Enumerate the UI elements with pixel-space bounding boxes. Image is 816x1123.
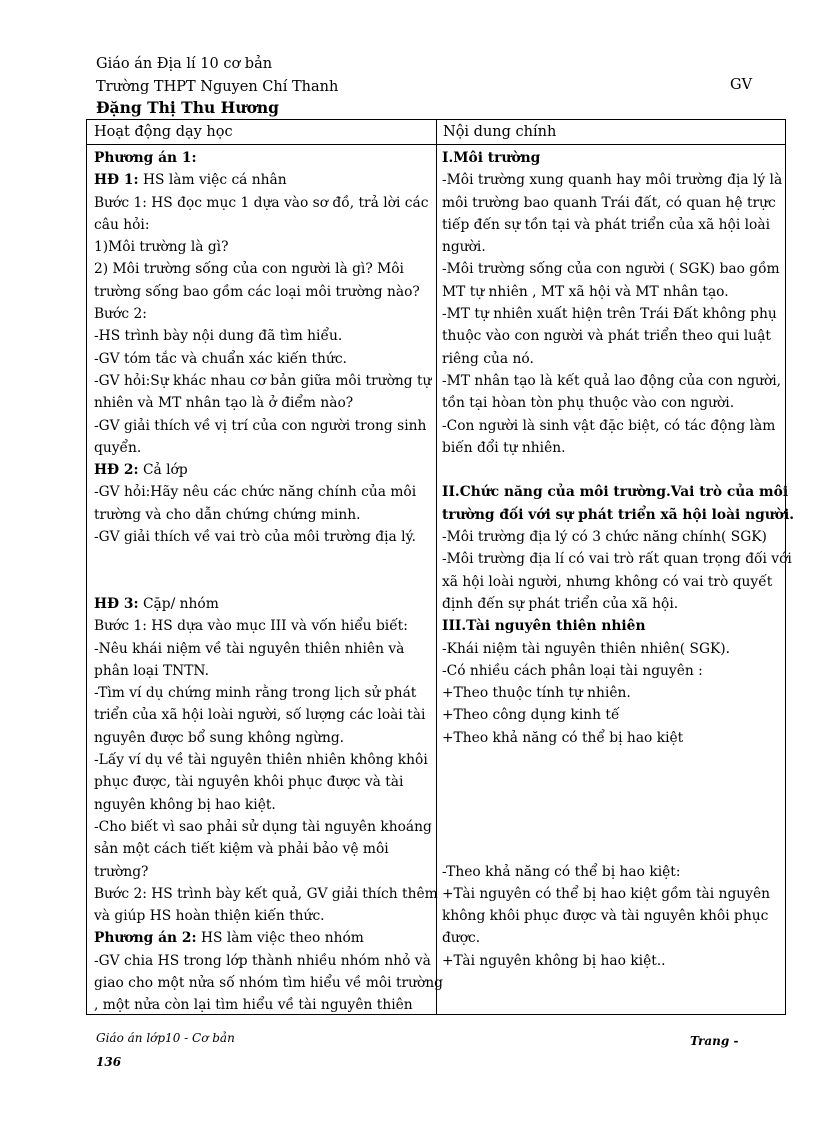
text-line: -GV hỏi:Hãy nêu các chức năng chính của môi: [94, 484, 417, 501]
text-line: trường và cho dẫn chứng chứng minh.: [94, 506, 361, 523]
text-line: +Theo thuộc tính tự nhiên.: [442, 685, 631, 702]
text-line: Bước 2: HS trình bày kết quả, GV giải thích thêm: [94, 885, 438, 902]
text-line: HĐ 2: Cả lớp: [94, 462, 188, 479]
text-line: -Môi trường địa lý có 3 chức năng chính( SGK): [442, 529, 767, 546]
footer-text: Giáo án lớp10 - Cơ bản: [96, 1031, 235, 1045]
text-line: -GV giải thích về vai trò của môi trường địa lý.: [94, 529, 416, 546]
text-line: III.Tài nguyên thiên nhiên: [442, 618, 646, 635]
text-line: -Nêu khái niệm về tài nguyên thiên nhiên và: [94, 640, 405, 657]
text-line: Bước 2:: [94, 306, 147, 323]
text-line: -Theo khả năng có thể bị hao kiệt:: [442, 863, 681, 880]
text-line: [442, 972, 780, 994]
text-line: tiếp đến sự tồn tại và phát triển của xã hội loài: [442, 216, 770, 233]
text-line: [442, 749, 780, 771]
text-line: +Tài nguyên có thể bị hao kiệt gồm tài nguyên: [442, 885, 771, 902]
text-line: 1)Môi trường là gì?: [94, 239, 229, 256]
text-line: nhiên và MT nhân tạo là ở điểm nào?: [94, 395, 354, 412]
text-line: trường?: [94, 863, 149, 880]
text-line: -Con người là sinh vật đặc biệt, có tác động làm: [442, 417, 776, 434]
text-line: xã hội loài người, nhưng không có vai trò quyết: [442, 573, 773, 590]
text-line: Phương án 1:: [94, 150, 197, 166]
text-line: người.: [442, 239, 486, 256]
text-line: II.Chức năng của môi trường.Vai trò của môi: [442, 484, 789, 501]
text-line: [94, 571, 432, 593]
text-line: -Môi trường xung quanh hay môi trường địa lý là: [442, 172, 783, 189]
text-line: -GV hỏi:Sự khác nhau cơ bản giữa môi trường tự: [94, 372, 432, 389]
text-line: môi trường bao quanh Trái đất, có quan hệ trực: [442, 194, 776, 211]
text-line: -HS trình bày nội dung đã tìm hiểu.: [94, 328, 343, 345]
text-line: -Môi trường địa lí có vai trò rất quan trọng đối với: [442, 551, 792, 568]
text-line: nguyên được bổ sung không ngừng.: [94, 729, 345, 746]
text-line: [442, 816, 780, 838]
text-line: riêng của nó.: [442, 350, 534, 367]
text-line: phục được, tài nguyên khôi phục được và tài: [94, 774, 404, 791]
text-line: nguyên không bị hao kiệt.: [94, 796, 276, 813]
text-line: , một nửa còn lại tìm hiểu về tài nguyên thiên: [94, 997, 413, 1014]
text-line: [442, 838, 780, 860]
text-line: phân loại TNTN.: [94, 662, 210, 679]
text-line: I.Môi trường: [442, 150, 541, 166]
page-number: 136: [96, 1055, 122, 1069]
text-line: thuộc vào con người và phát triển theo qui luật: [442, 328, 771, 345]
footer-page-label: Trang -: [690, 1034, 739, 1048]
text-line: Bước 1: HS đọc mục 1 dựa vào sơ đồ, trả lời các: [94, 194, 429, 211]
text-line: biến đổi tự nhiên.: [442, 439, 566, 456]
text-line: MT tự nhiên , MT xã hội và MT nhân tạo.: [442, 283, 729, 300]
column-divider: [436, 120, 437, 1014]
text-line: triển của xã hội loài người, số lượng các loài tài: [94, 707, 426, 724]
text-line: được.: [442, 930, 481, 947]
header-divider: [87, 144, 785, 145]
text-line: [442, 459, 780, 481]
text-line: trường đối với sự phát triển xã hội loài người.: [442, 506, 795, 523]
text-line: -Cho biết vì sao phải sử dụng tài nguyên khoáng: [94, 818, 432, 835]
text-line: [442, 771, 780, 793]
text-line: và giúp HS hoàn thiện kiến thức.: [94, 908, 325, 925]
school-name: Trường THPT Nguyen Chí Thanh: [96, 79, 339, 95]
text-line: -Lấy ví dụ về tài nguyên thiên nhiên không khôi: [94, 752, 428, 769]
column-header-activities: Hoạt động dạy học: [94, 124, 233, 140]
text-line: HĐ 1: HS làm việc cá nhân: [94, 172, 287, 189]
teacher-name: Đặng Thị Thu Hương: [96, 98, 280, 117]
text-line: -Có nhiều cách phân loại tài nguyên :: [442, 662, 703, 679]
gv-label: GV: [730, 77, 753, 93]
doc-title: Giáo án Địa lí 10 cơ bản: [96, 56, 273, 72]
activities-column: [94, 147, 444, 1017]
content-column: [442, 147, 795, 1017]
text-line: sản một cách tiết kiệm và phải bảo vệ môi: [94, 841, 389, 858]
text-line: câu hỏi:: [94, 216, 150, 233]
text-line: -GV tóm tắc và chuẩn xác kiến thức.: [94, 350, 347, 367]
text-line: -MT tự nhiên xuất hiện trên Trái Đất không phụ: [442, 306, 777, 323]
text-line: giao cho một nửa số nhóm tìm hiểu về môi trường: [94, 974, 444, 991]
text-line: -Khái niệm tài nguyên thiên nhiên( SGK).: [442, 640, 731, 657]
text-line: không khôi phục được và tài nguyên khôi phục: [442, 908, 769, 925]
text-line: Bước 1: HS dựa vào mục III và vốn hiểu biết:: [94, 618, 408, 635]
text-line: 2) Môi trường sống của con người là gì? Môi: [94, 261, 404, 278]
text-line: +Theo khả năng có thể bị hao kiệt: [442, 729, 684, 746]
text-line: định đến sự phát triển của xã hội.: [442, 595, 679, 612]
text-line: [94, 548, 432, 570]
text-line: trường sống bao gồm các loại môi trường nào?: [94, 283, 420, 300]
lesson-table: [86, 119, 795, 1015]
text-line: quyển.: [94, 439, 142, 456]
text-line: tồn tại hòan tòn phụ thuộc vào con người.: [442, 395, 735, 412]
text-line: -GV giải thích về vị trí của con người trong sinh: [94, 417, 427, 434]
text-line: +Theo công dụng kinh tế: [442, 707, 620, 724]
text-line: [442, 794, 780, 816]
text-line: Phương án 2: HS làm việc theo nhóm: [94, 930, 364, 947]
text-line: HĐ 3: Cặp/ nhóm: [94, 595, 219, 612]
text-line: [442, 994, 780, 1016]
text-line: -MT nhân tạo là kết quả lao động của con người,: [442, 372, 782, 389]
text-line: -Tìm ví dụ chứng minh rằng trong lịch sử phát: [94, 685, 417, 702]
text-line: -GV chia HS trong lớp thành nhiều nhóm nhỏ và: [94, 952, 431, 969]
column-header-content: Nội dung chính: [443, 124, 557, 140]
text-line: -Môi trường sống của con người ( SGK) bao gồm: [442, 261, 780, 278]
text-line: +Tài nguyên không bị hao kiệt..: [442, 952, 666, 969]
